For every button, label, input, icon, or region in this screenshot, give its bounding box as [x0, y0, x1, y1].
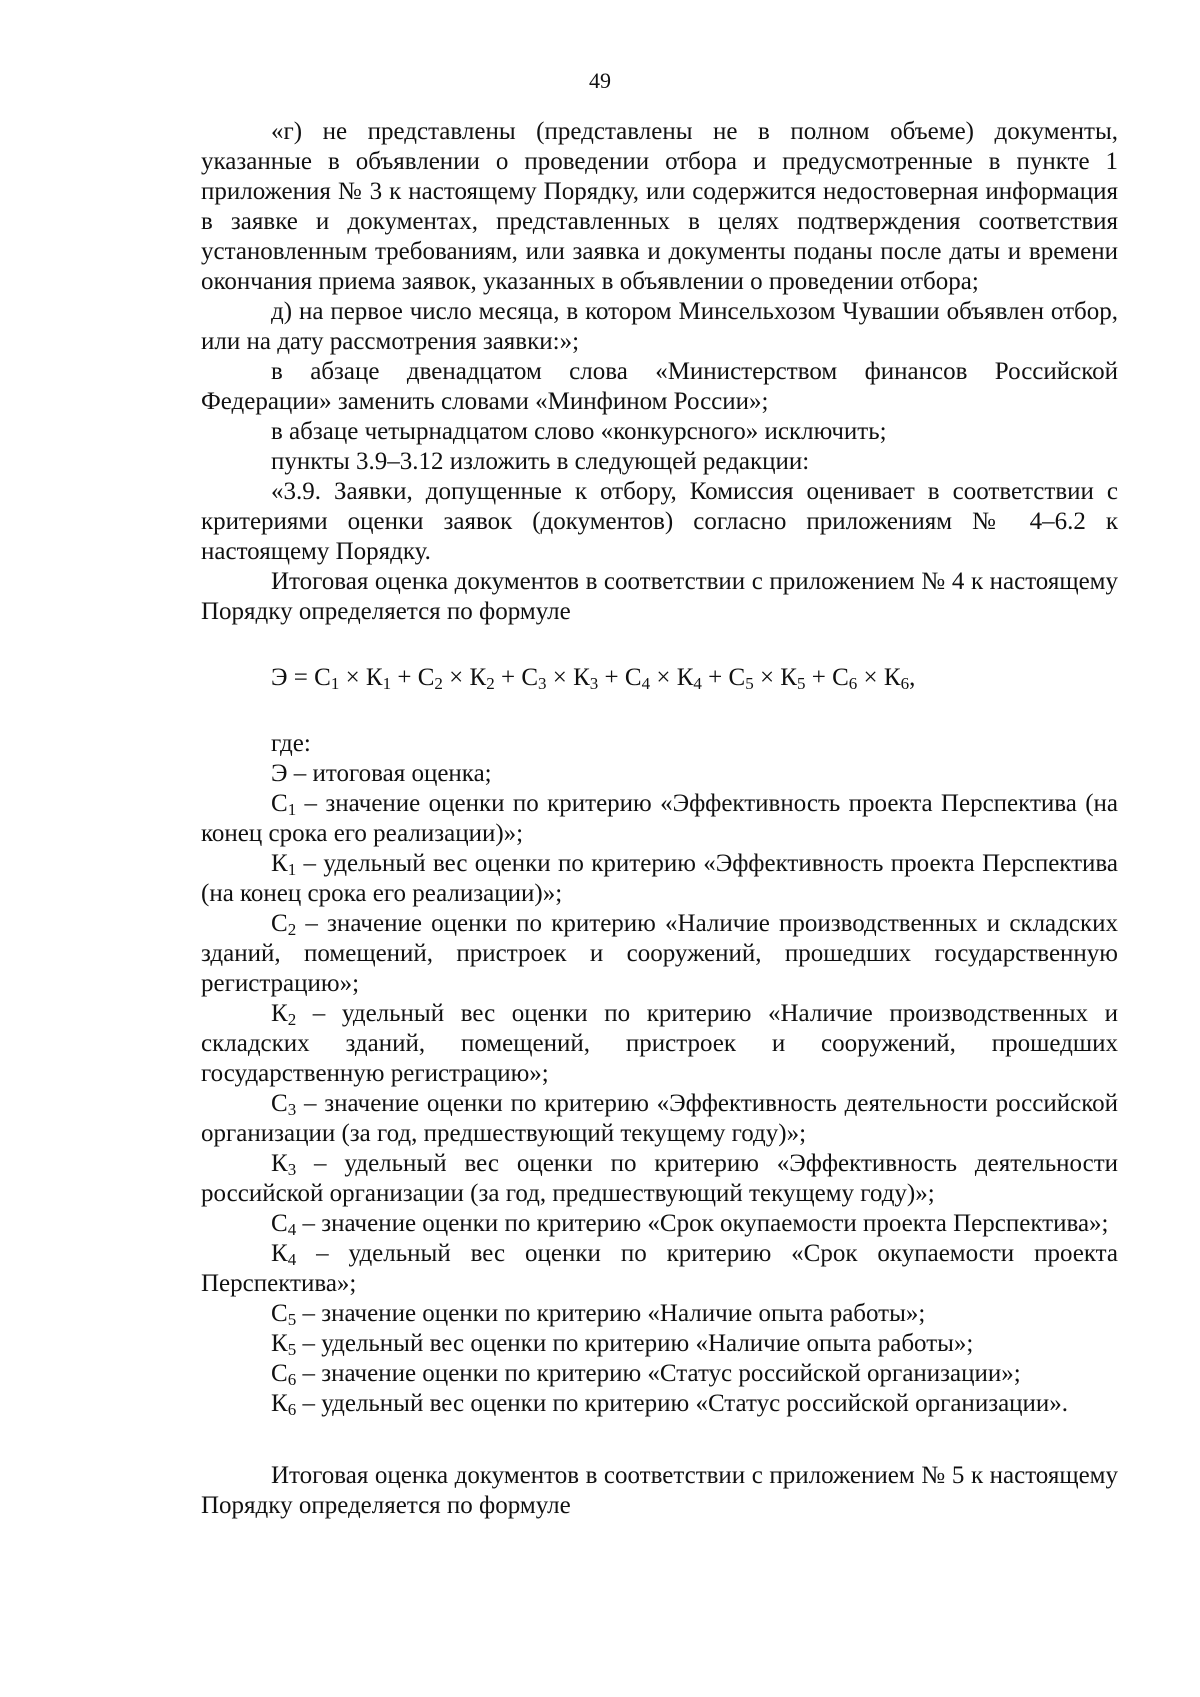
formula-term-c: $С_1$	[314, 664, 340, 693]
formula-plus: +	[604, 664, 619, 691]
definition-item	[201, 909, 1118, 999]
formula-plus: +	[708, 664, 723, 691]
formula-term-k: $К_4$	[676, 664, 702, 693]
definition-symbol: К	[271, 850, 288, 877]
definition-text: – итоговая оценка;	[287, 760, 492, 787]
formula-times: ×	[449, 664, 464, 691]
page-number: 49	[589, 68, 611, 93]
definition-subscript: 1	[287, 800, 297, 819]
definition-subscript: 5	[287, 1310, 297, 1329]
definition-symbol: К	[271, 1240, 288, 1267]
formula-times: ×	[863, 664, 878, 691]
formula-term-c: $С_4$	[624, 664, 651, 693]
formula-equals: =	[293, 664, 308, 691]
definition-text: – значение оценки по критерию «Наличие опыта работы»;	[296, 1300, 926, 1327]
paragraph-twelfth-abzac: в абзаце двенадцатом слова «Министерством финансов Российской Федерации» заменить словами «Минфином России»;	[201, 358, 1118, 415]
definition-text: – удельный вес оценки по критерию «Статус российской организации».	[296, 1390, 1069, 1417]
definition-symbol: Э	[271, 760, 288, 787]
formula-term-k: $К_1$	[365, 664, 392, 693]
definition-item	[201, 1209, 1118, 1239]
formula-times: ×	[656, 664, 671, 691]
formula-term-k: $К_5$	[780, 664, 806, 693]
definition-text: – значение оценки по критерию «Эффективность проекта Перспектива (на конец срока его реализации)»;	[201, 790, 1118, 847]
document-body	[201, 117, 1118, 1521]
definition-subscript: 4	[287, 1250, 297, 1269]
formula-term-c: $С_6$	[832, 664, 858, 693]
definition-text: – удельный вес оценки по критерию «Наличие опыта работы»;	[296, 1330, 974, 1357]
paragraph-item-d: д) на первое число месяца, в котором Минсельхозом Чувашии объявлен отбор, или на дату рассмотрения заявки:»;	[201, 298, 1118, 355]
formula-end: ,	[909, 664, 916, 691]
definition-text: – удельный вес оценки по критерию «Наличие производственных и складских зданий, помещений, пристроек и сооружений, прошедших государственную регистрацию»;	[201, 1000, 1118, 1087]
definition-item	[201, 1359, 1118, 1389]
formula-times: ×	[759, 664, 775, 691]
definition-text: – значение оценки по критерию «Эффективность деятельности российской организации (за год, предшествующий текущему году)»;	[201, 1090, 1118, 1147]
definition-subscript: 6	[287, 1370, 297, 1389]
definition-subscript: 1	[287, 860, 297, 879]
definition-item	[201, 1329, 1118, 1359]
formula-times: ×	[345, 664, 360, 691]
definition-subscript: 2	[287, 1010, 297, 1029]
formula-term-k: $К_2$	[469, 664, 495, 693]
definition-text: – значение оценки по критерию «Наличие производственных и складских зданий, помещений, пристроек и сооружений, прошедших государственную регистрацию»;	[201, 910, 1118, 997]
formula-times: ×	[552, 664, 567, 691]
definition-subscript: 3	[287, 1100, 297, 1119]
definition-item	[201, 1239, 1118, 1299]
definition-item	[201, 999, 1118, 1089]
definition-subscript: 3	[287, 1160, 297, 1179]
definition-symbol: С	[271, 790, 288, 817]
score-formula	[201, 663, 1118, 693]
definition-subscript: 5	[287, 1340, 297, 1359]
definition-item	[201, 849, 1118, 909]
formula-lhs: Э	[271, 664, 288, 691]
definition-symbol: К	[271, 1330, 288, 1357]
definitions-list	[201, 759, 1118, 1419]
definition-text: – удельный вес оценки по критерию «Срок окупаемости проекта Перспектива»;	[201, 1240, 1118, 1297]
paragraph-3-9: «3.9. Заявки, допущенные к отбору, Комиссия оценивает в соответствии с критериями оценки заявок (документов) согласно приложениям № 4–6.2 к настоящему Порядку.	[201, 478, 1118, 565]
definition-subscript: 2	[287, 920, 297, 939]
where-label: где:	[271, 730, 311, 757]
definition-symbol: С	[271, 1090, 288, 1117]
definition-symbol: С	[271, 1360, 288, 1387]
formula-plus: +	[397, 664, 412, 691]
definition-symbol: С	[271, 1300, 288, 1327]
formula-term-k: $К_3$	[573, 664, 599, 693]
paragraph-item-g: «г) не представлены (представлены не в полном объеме) документы, указанные в объявлении о проведении отбора и предусмотренные в пункте 1 приложения № 3 к настоящему Порядку, или содержится недостоверная информация в заявке и документах, представленных в целях подтверждения соответствия установленным требованиям, или заявка и документы поданы после даты и времени окончания приема заявок, указанных в объявлении о проведении отбора;	[201, 118, 1118, 295]
formula-term-c: $С_2$	[417, 664, 443, 693]
definition-text: – удельный вес оценки по критерию «Эффективность проекта Перспектива (на конец срока его реализации)»;	[201, 850, 1118, 907]
definition-text: – значение оценки по критерию «Статус российской организации»;	[296, 1360, 1021, 1387]
paragraph-closing: Итоговая оценка документов в соответствии с приложением № 5 к настоящему Порядку определяется по формуле	[201, 1462, 1118, 1519]
definition-symbol: С	[271, 1210, 288, 1237]
formula-term-c: $С_3$	[521, 664, 547, 693]
formula-term-k: $К_6$	[883, 664, 910, 693]
definition-text: – значение оценки по критерию «Срок окупаемости проекта Перспектива»;	[296, 1210, 1109, 1237]
definition-subscript: 6	[287, 1400, 297, 1419]
paragraph-points-intro: пункты 3.9–3.12 изложить в следующей редакции:	[271, 448, 810, 475]
definition-symbol: К	[271, 1150, 288, 1177]
definition-item	[201, 1389, 1118, 1419]
definition-item	[201, 759, 1118, 789]
definition-item	[201, 1089, 1118, 1149]
definition-symbol: К	[271, 1000, 288, 1027]
definition-item	[201, 789, 1118, 849]
paragraph-fourteenth-abzac: в абзаце четырнадцатом слово «конкурсного» исключить;	[271, 418, 887, 445]
definition-item	[201, 1149, 1118, 1209]
definition-item	[201, 1299, 1118, 1329]
paragraph-formula-intro: Итоговая оценка документов в соответствии с приложением № 4 к настоящему Порядку определяется по формуле	[201, 568, 1118, 625]
definition-symbol: К	[271, 1390, 288, 1417]
formula-term-c: $С_5$	[728, 664, 754, 693]
definition-text: – удельный вес оценки по критерию «Эффективность деятельности российской организации (за год, предшествующий текущему году)»;	[201, 1150, 1118, 1207]
formula-plus: +	[811, 664, 826, 691]
formula-plus: +	[500, 664, 516, 691]
definition-symbol: С	[271, 910, 288, 937]
definition-subscript: 4	[287, 1220, 297, 1239]
